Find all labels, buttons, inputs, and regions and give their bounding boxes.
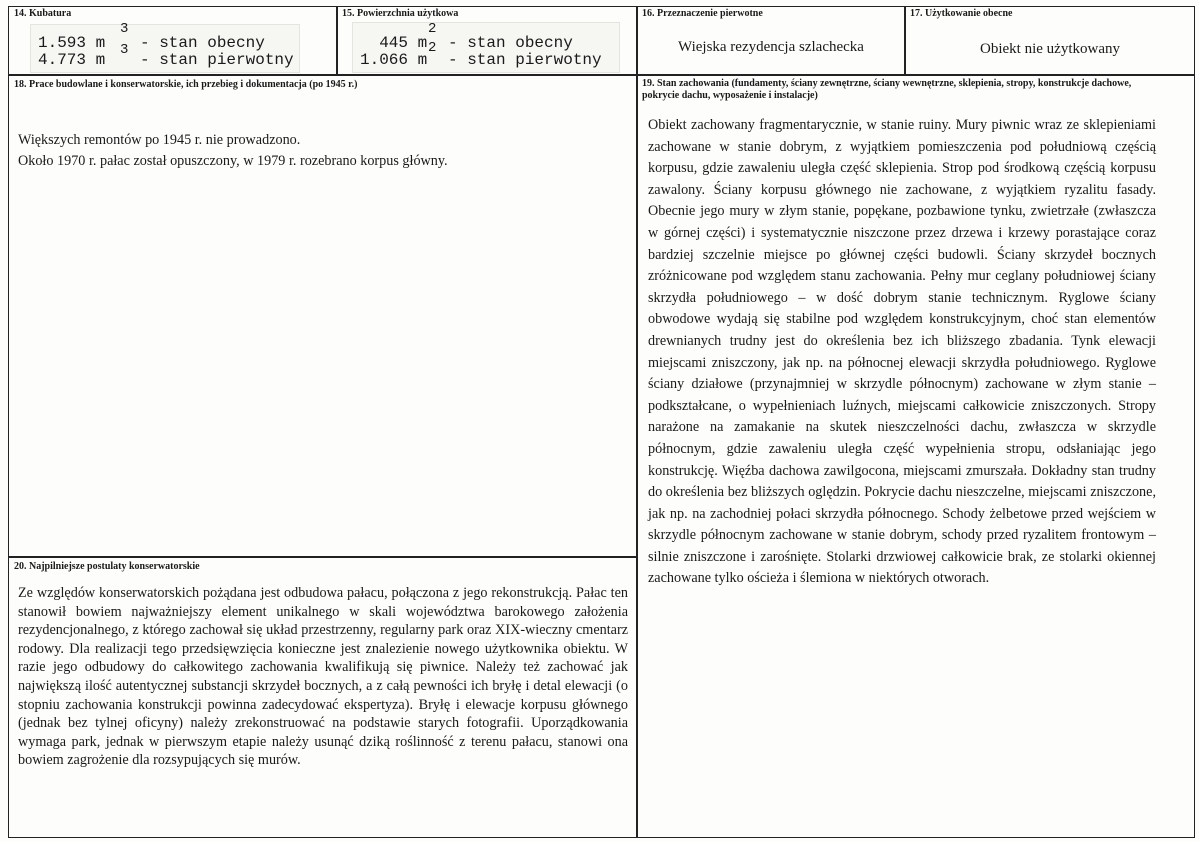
field-14-line2-value: 4.773 m: [38, 51, 106, 69]
field-14-label: 14. Kubatura: [14, 8, 72, 19]
field-14-line2-exp: 3: [120, 42, 129, 58]
field-15-line1-exp: 2: [428, 21, 437, 37]
field-20-label: 20. Najpilniejsze postulaty konserwatorskie: [14, 561, 200, 572]
field-14-line1-exp: 3: [120, 21, 129, 37]
section-18-20-divider: [8, 556, 638, 558]
field-14-line1-value: 1.593 m: [38, 34, 106, 52]
field-14-line2-desc: - stan pierwotny: [140, 51, 294, 69]
field-15-line1-desc: - stan obecny: [448, 34, 573, 52]
field-20-text: Ze względów konserwatorskich pożądana jest odbudowa pałacu, połączona z jego rekonstrukcją. Pałac ten stanowił bowiem najważniejszy element unikalnego w skali województwa barokowego założenia rezydencjonalnego, z którego zachował się układ przestrzenny, regularny park oraz XIX-wieczny cmentarz rodowy. Dla realizacji tego przedsięwzięcia konieczne jest znalezienie nowego użytkownika obiektu. W razie jego odbudowy do całkowitego zachowania kwalifikują się piwnice. Należy też zachować jak największą ilość autentycznej substancji skrzydeł bocznych, a z całą pewności ich bryłę i detal elewacji (o stopniu zachowania konstrukcji powinna zadecydować ekspertyza). Bryłę i elewacje korpusu głównego (jednak bez tylnej oficyny) należy zrekonstruować na podstawie starych fotografii. Uporządkowania wymaga park, jednak w pierwszym etapie należy usunąć dziką roślinność z terenu pałacu, stanowi ona bowiem zagrożenie dla rozsypujących się murów.: [18, 585, 628, 769]
field-15-line2-desc: - stan pierwotny: [448, 51, 602, 69]
top-row-divider: [8, 74, 1195, 76]
field-19-label: 19. Stan zachowania (fundamenty, ściany zewnętrzne, ściany wewnętrzne, sklepienia, stropy, konstrukcje dachowe, pokrycie dachu, wyposażenie i instalacje): [642, 78, 1132, 101]
field-15-line2-value: 1.066 m: [360, 51, 428, 69]
field-16-label: 16. Przeznaczenie pierwotne: [642, 8, 763, 19]
field-15-label: 15. Powierzchnia użytkowa: [342, 8, 459, 19]
field-15-line2-exp: 2: [428, 40, 437, 56]
col-divider-16-17: [904, 6, 906, 75]
field-18-label: 18. Prace budowlane i konserwatorskie, ich przebieg i dokumentacja (po 1945 r.): [14, 79, 358, 90]
field-18-line-1: Większych remontów po 1945 r. nie prowadzono.: [18, 132, 301, 148]
field-18-line-2: Około 1970 r. pałac został opuszczony, w 1979 r. rozebrano korpus główny.: [18, 153, 448, 169]
field-19-text: Obiekt zachowany fragmentarycznie, w stanie ruiny. Mury piwnic wraz ze sklepieniami zachowane w stanie dobrym, z wyjątkiem pomieszczenia pod południową częścią korpusu, gdzie zawaleniu uległa część sklepienia. Strop pod środkową częścią korpusu zawalony. Ściany korpusu głównego nie zachowane, z wyjątkiem ryzalitu fasady. Obecnie jego mury w złym stanie, popękane, pozbawione tynku, zwietrzałe (zwłaszcza w górnej części) i systematycznie niszczone przez drzewa i krzewy porastające coraz bardziej szczelnie miejsce po głównej części budowli. Ściany skrzydeł bocznych zróżnicowane pod względem stanu zachowania. Pełny mur ceglany południowej ściany skrzydła południowego – w dość dobrym stanie technicznym. Ryglowe ściany obwodowe wydają się stabilne pod względem konstrukcyjnym, choć stan elementów drewnianych trudny jest do określenia bez ich bliższego zbadania. Tynk elewacji miejscami zniszczony, jak np. na północnej elewacji skrzydła południowego. Ryglowe ściany działowe (przynajmniej w skrzydle północnym) zachowane w złym stanie – podkształcane, o wypełnieniach luźnych, miejscami całkowicie zniszczonych. Stropy narażone na zamakanie na skutek nieszczelności dachu, zwłaszcza w skrzydle północnym, gdzie zawaleniu uległa część wypełnienia stropu, odsłaniając jego konstrukcję. Więźba dachowa zawilgocona, miejscami zmurszała. Dokładny stan trudny do określenia bez bliższych oględzin. Pokrycie dachu nieszczelne, miejscami zniszczone, jak np. na zachodniej połaci skrzydła północnego. Schody żelbetowe przed wejściem w skrzydle północnym zachowane w stanie dobrym, schody przed ryzalitem frontowym – silnie zniszczone i zarośnięte. Stolarki drzwiowej całkowicie brak, ze stolarki okiennej zachowane tylko ościeża i ślemiona w niektórych otworach.: [648, 117, 1156, 587]
field-15-line1-value: 445 m: [360, 34, 428, 52]
field-17-value: Obiekt nie użytkowany: [980, 41, 1120, 57]
field-17-label: 17. Użytkowanie obecne: [910, 8, 1013, 19]
field-16-value: Wiejska rezydencja szlachecka: [678, 39, 864, 55]
col-divider-14-15: [336, 6, 338, 75]
field-14-line1-desc: - stan obecny: [140, 34, 265, 52]
col-divider-15-16: [636, 6, 638, 838]
